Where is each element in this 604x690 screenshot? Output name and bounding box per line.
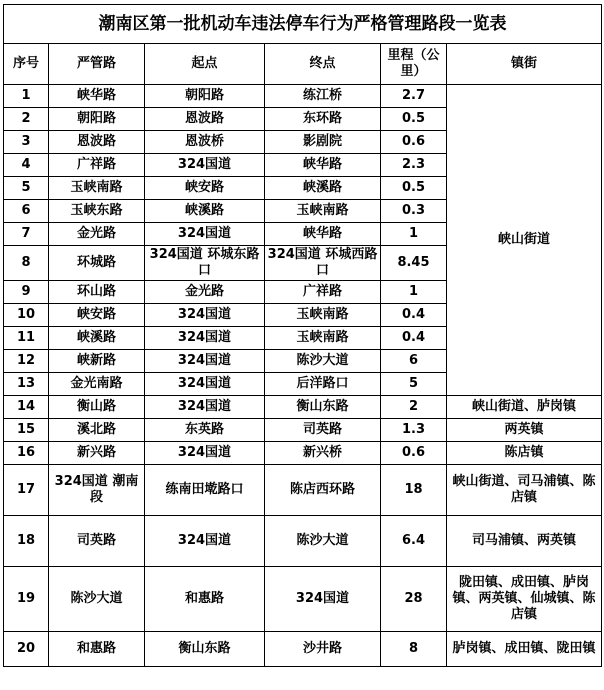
cell-end: 司英路: [265, 419, 381, 442]
cell-seq: 16: [4, 442, 49, 465]
cell-end: 玉峡南路: [265, 327, 381, 350]
cell-seq: 17: [4, 465, 49, 516]
cell-road: 和惠路: [49, 632, 145, 667]
cell-road: 峡安路: [49, 304, 145, 327]
header-road: 严管路: [49, 44, 145, 85]
cell-seq: 2: [4, 108, 49, 131]
cell-seq: 14: [4, 396, 49, 419]
table-row: [4, 632, 602, 667]
cell-dist: 0.3: [381, 200, 447, 223]
cell-end: 后洋路口: [265, 373, 381, 396]
header-dist: 里程（公里）: [381, 44, 447, 85]
cell-road: 恩波路: [49, 131, 145, 154]
cell-end: 玉峡南路: [265, 304, 381, 327]
cell-seq: 19: [4, 567, 49, 632]
header-row: [4, 44, 602, 85]
cell-town: 胪岗镇、成田镇、陇田镇: [447, 632, 602, 667]
cell-seq: 11: [4, 327, 49, 350]
cell-dist: 18: [381, 465, 447, 516]
cell-dist: 8.45: [381, 246, 447, 281]
cell-seq: 8: [4, 246, 49, 281]
header-seq: 序号: [4, 44, 49, 85]
cell-end: 新兴桥: [265, 442, 381, 465]
cell-end: 练江桥: [265, 85, 381, 108]
cell-dist: 8: [381, 632, 447, 667]
title-row: [4, 5, 602, 44]
cell-start: 金光路: [145, 281, 265, 304]
cell-dist: 0.4: [381, 327, 447, 350]
road-table: [3, 4, 602, 667]
cell-start: 324国道: [145, 516, 265, 567]
cell-seq: 6: [4, 200, 49, 223]
cell-dist: 0.4: [381, 304, 447, 327]
cell-seq: 1: [4, 85, 49, 108]
cell-start: 324国道 环城东路口: [145, 246, 265, 281]
cell-road: 金光南路: [49, 373, 145, 396]
cell-seq: 7: [4, 223, 49, 246]
cell-seq: 5: [4, 177, 49, 200]
cell-end: 衡山东路: [265, 396, 381, 419]
cell-dist: 1: [381, 223, 447, 246]
cell-dist: 6: [381, 350, 447, 373]
cell-seq: 12: [4, 350, 49, 373]
table-row: [4, 396, 602, 419]
table-row: [4, 419, 602, 442]
cell-road: 峡溪路: [49, 327, 145, 350]
cell-dist: 2.7: [381, 85, 447, 108]
cell-road: 玉峡东路: [49, 200, 145, 223]
cell-start: 324国道: [145, 154, 265, 177]
cell-end: 广祥路: [265, 281, 381, 304]
header-start: 起点: [145, 44, 265, 85]
cell-seq: 10: [4, 304, 49, 327]
cell-dist: 0.6: [381, 442, 447, 465]
cell-road: 司英路: [49, 516, 145, 567]
cell-seq: 9: [4, 281, 49, 304]
cell-end: 峡华路: [265, 154, 381, 177]
cell-end: 324国道 环城西路口: [265, 246, 381, 281]
cell-start: 324国道: [145, 396, 265, 419]
cell-road: 环城路: [49, 246, 145, 281]
cell-dist: 2.3: [381, 154, 447, 177]
cell-end: 陈沙大道: [265, 516, 381, 567]
table-row: [4, 516, 602, 567]
cell-start: 峡安路: [145, 177, 265, 200]
table-row: [4, 465, 602, 516]
cell-start: 东英路: [145, 419, 265, 442]
cell-dist: 2: [381, 396, 447, 419]
table-row: [4, 442, 602, 465]
table-row: [4, 85, 602, 108]
cell-dist: 0.5: [381, 177, 447, 200]
cell-road: 324国道 潮南段: [49, 465, 145, 516]
cell-end: 峡溪路: [265, 177, 381, 200]
cell-road: 玉峡南路: [49, 177, 145, 200]
cell-start: 恩波路: [145, 108, 265, 131]
cell-dist: 1.3: [381, 419, 447, 442]
cell-town: 峡山街道、胪岗镇: [447, 396, 602, 419]
cell-start: 朝阳路: [145, 85, 265, 108]
cell-town: 陇田镇、成田镇、胪岗镇、两英镇、仙城镇、陈店镇: [447, 567, 602, 632]
cell-end: 影剧院: [265, 131, 381, 154]
cell-road: 溪北路: [49, 419, 145, 442]
cell-dist: 0.5: [381, 108, 447, 131]
cell-seq: 3: [4, 131, 49, 154]
cell-start: 恩波桥: [145, 131, 265, 154]
cell-dist: 28: [381, 567, 447, 632]
cell-seq: 20: [4, 632, 49, 667]
cell-seq: 4: [4, 154, 49, 177]
page-title: 潮南区第一批机动车违法停车行为严格管理路段一览表: [4, 5, 602, 44]
cell-town: 陈店镇: [447, 442, 602, 465]
cell-end: 峡华路: [265, 223, 381, 246]
cell-start: 和惠路: [145, 567, 265, 632]
cell-road: 峡新路: [49, 350, 145, 373]
cell-start: 324国道: [145, 350, 265, 373]
cell-end: 陈沙大道: [265, 350, 381, 373]
cell-road: 金光路: [49, 223, 145, 246]
cell-dist: 6.4: [381, 516, 447, 567]
cell-start: 324国道: [145, 442, 265, 465]
cell-start: 衡山东路: [145, 632, 265, 667]
cell-start: 324国道: [145, 373, 265, 396]
cell-town: 两英镇: [447, 419, 602, 442]
cell-town: 司马浦镇、两英镇: [447, 516, 602, 567]
cell-end: 东环路: [265, 108, 381, 131]
cell-seq: 13: [4, 373, 49, 396]
cell-seq: 15: [4, 419, 49, 442]
cell-town-merged: 峡山街道: [447, 85, 602, 396]
cell-end: 324国道: [265, 567, 381, 632]
cell-town: 峡山街道、司马浦镇、陈店镇: [447, 465, 602, 516]
cell-start: 峡溪路: [145, 200, 265, 223]
cell-start: 324国道: [145, 223, 265, 246]
cell-dist: 5: [381, 373, 447, 396]
cell-road: 新兴路: [49, 442, 145, 465]
header-end: 终点: [265, 44, 381, 85]
cell-dist: 1: [381, 281, 447, 304]
cell-road: 朝阳路: [49, 108, 145, 131]
cell-seq: 18: [4, 516, 49, 567]
cell-dist: 0.6: [381, 131, 447, 154]
cell-start: 324国道: [145, 304, 265, 327]
cell-end: 陈店西环路: [265, 465, 381, 516]
cell-road: 广祥路: [49, 154, 145, 177]
cell-road: 陈沙大道: [49, 567, 145, 632]
cell-end: 玉峡南路: [265, 200, 381, 223]
table-row: [4, 567, 602, 632]
cell-start: 324国道: [145, 327, 265, 350]
cell-road: 环山路: [49, 281, 145, 304]
cell-start: 练南田墘路口: [145, 465, 265, 516]
cell-road: 峡华路: [49, 85, 145, 108]
cell-road: 衡山路: [49, 396, 145, 419]
header-town: 镇街: [447, 44, 602, 85]
cell-end: 沙井路: [265, 632, 381, 667]
